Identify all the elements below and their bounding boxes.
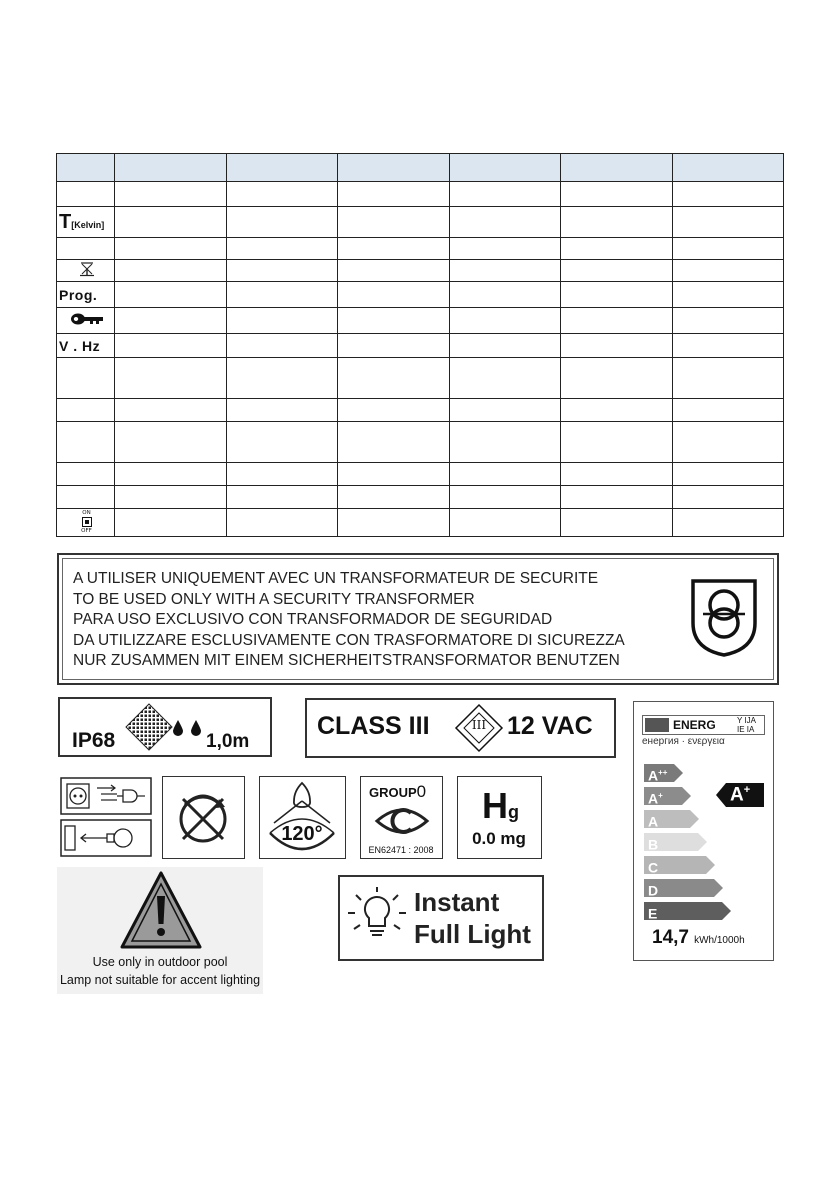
table-row (57, 308, 784, 334)
energy-class-label: A+ (648, 790, 663, 807)
energy-class-label: A++ (648, 767, 668, 784)
mercury-amount: 0.0 mg (472, 829, 526, 848)
table-row (57, 260, 784, 282)
energy-header (642, 715, 765, 735)
energy-class-bar (644, 810, 700, 828)
table-header-row (57, 154, 784, 182)
photobiological-standard: EN62471 : 2008 (368, 845, 434, 855)
table-row (57, 334, 784, 358)
ip68-badge (58, 697, 272, 757)
class-iii-badge (305, 698, 616, 758)
beam-angle-value: 120° (281, 823, 323, 845)
lamp-angle-icon (78, 261, 96, 277)
table-row (57, 238, 784, 260)
energy-class-bar (644, 833, 708, 851)
energy-class-bar (644, 879, 724, 897)
safety-transformer-icon (689, 577, 759, 659)
beam-angle-icon (259, 776, 346, 859)
instant-full-light-badge (338, 875, 544, 961)
energy-title: ENERG (673, 718, 716, 732)
table-row (57, 486, 784, 509)
energy-class-label: B (648, 836, 659, 853)
mercury-symbol: Hg (482, 785, 519, 826)
table-row (57, 282, 784, 308)
energy-class-label: D (648, 882, 659, 899)
table-row (57, 207, 784, 238)
ip-rating: IP68 (72, 729, 116, 752)
energy-class-bar (644, 787, 692, 805)
energy-class-label: E (648, 905, 658, 922)
energy-subtitle: енергия · ενεργεια (642, 736, 725, 747)
instant-line-1: Instant (414, 887, 500, 917)
group-label: GROUP0 (369, 782, 427, 801)
energy-suffix-top: Y IJA (737, 716, 756, 725)
eu-flag-icon (645, 718, 669, 732)
no-dimmer-icon (162, 776, 245, 859)
energy-label (633, 701, 774, 961)
energy-class-label: C (648, 859, 659, 876)
key-icon (70, 312, 104, 326)
voltage-text: 12 VAC (507, 712, 593, 740)
pool-warning (57, 867, 263, 994)
transformer-plug-icon (59, 776, 153, 858)
notice-text: A UTILISER UNIQUEMENT AVEC UN TRANSFORMATEUR DE SECURITE TO BE USED ONLY WITH A SECURITY TRANSFORMER PARA USO EXCLUSIVO CON TRANSFORMADOR DE SEGURIDAD DA UTILIZZARE ESCLUSIVAMENTE CON TRASFORMATORE DI SICUREZZA NUR ZUSAMMEN MIT EINEM SICHERHEITSTRANSFORMATOR BENUTZEN (73, 570, 625, 669)
table-row (57, 422, 784, 463)
voltage-frequency-label: V . Hz (59, 337, 101, 354)
instant-line-2: Full Light (414, 919, 531, 949)
energy-class-bar (644, 856, 716, 874)
eye-icon (373, 801, 431, 841)
prog-label: Prog. (59, 286, 98, 303)
transformer-notice (57, 553, 779, 685)
table-row (57, 509, 784, 537)
immersion-depth: 1,0m (206, 731, 250, 752)
warning-line-1: Use only in outdoor pool (92, 955, 228, 969)
energy-class-bar (644, 764, 684, 782)
energy-class-bar (644, 902, 732, 920)
energy-suffix-bottom: IE IA (737, 725, 755, 734)
warning-line-2: Lamp not suitable for accent lighting (59, 973, 261, 987)
water-drop-icon (172, 719, 184, 737)
class-roman-numeral: III (471, 718, 487, 732)
spec-table (56, 153, 784, 537)
on-off-switch-icon: ON OFF (81, 510, 92, 534)
water-drop-icon (190, 719, 202, 737)
color-temperature-label: T[Kelvin] (59, 210, 105, 233)
table-row (57, 182, 784, 207)
dust-grid-icon (124, 702, 174, 752)
energy-consumption: 14,7 kWh/1000h (652, 927, 745, 948)
light-bulb-icon (342, 883, 412, 955)
class-text: CLASS III (317, 712, 430, 740)
table-row (57, 399, 784, 422)
risk-group-icon (360, 776, 443, 859)
warning-triangle-icon (119, 870, 203, 950)
energy-class-label: A (648, 813, 659, 830)
table-row (57, 358, 784, 399)
energy-rating: A+ (730, 784, 751, 806)
table-row (57, 463, 784, 486)
mercury-content-icon (457, 776, 542, 859)
